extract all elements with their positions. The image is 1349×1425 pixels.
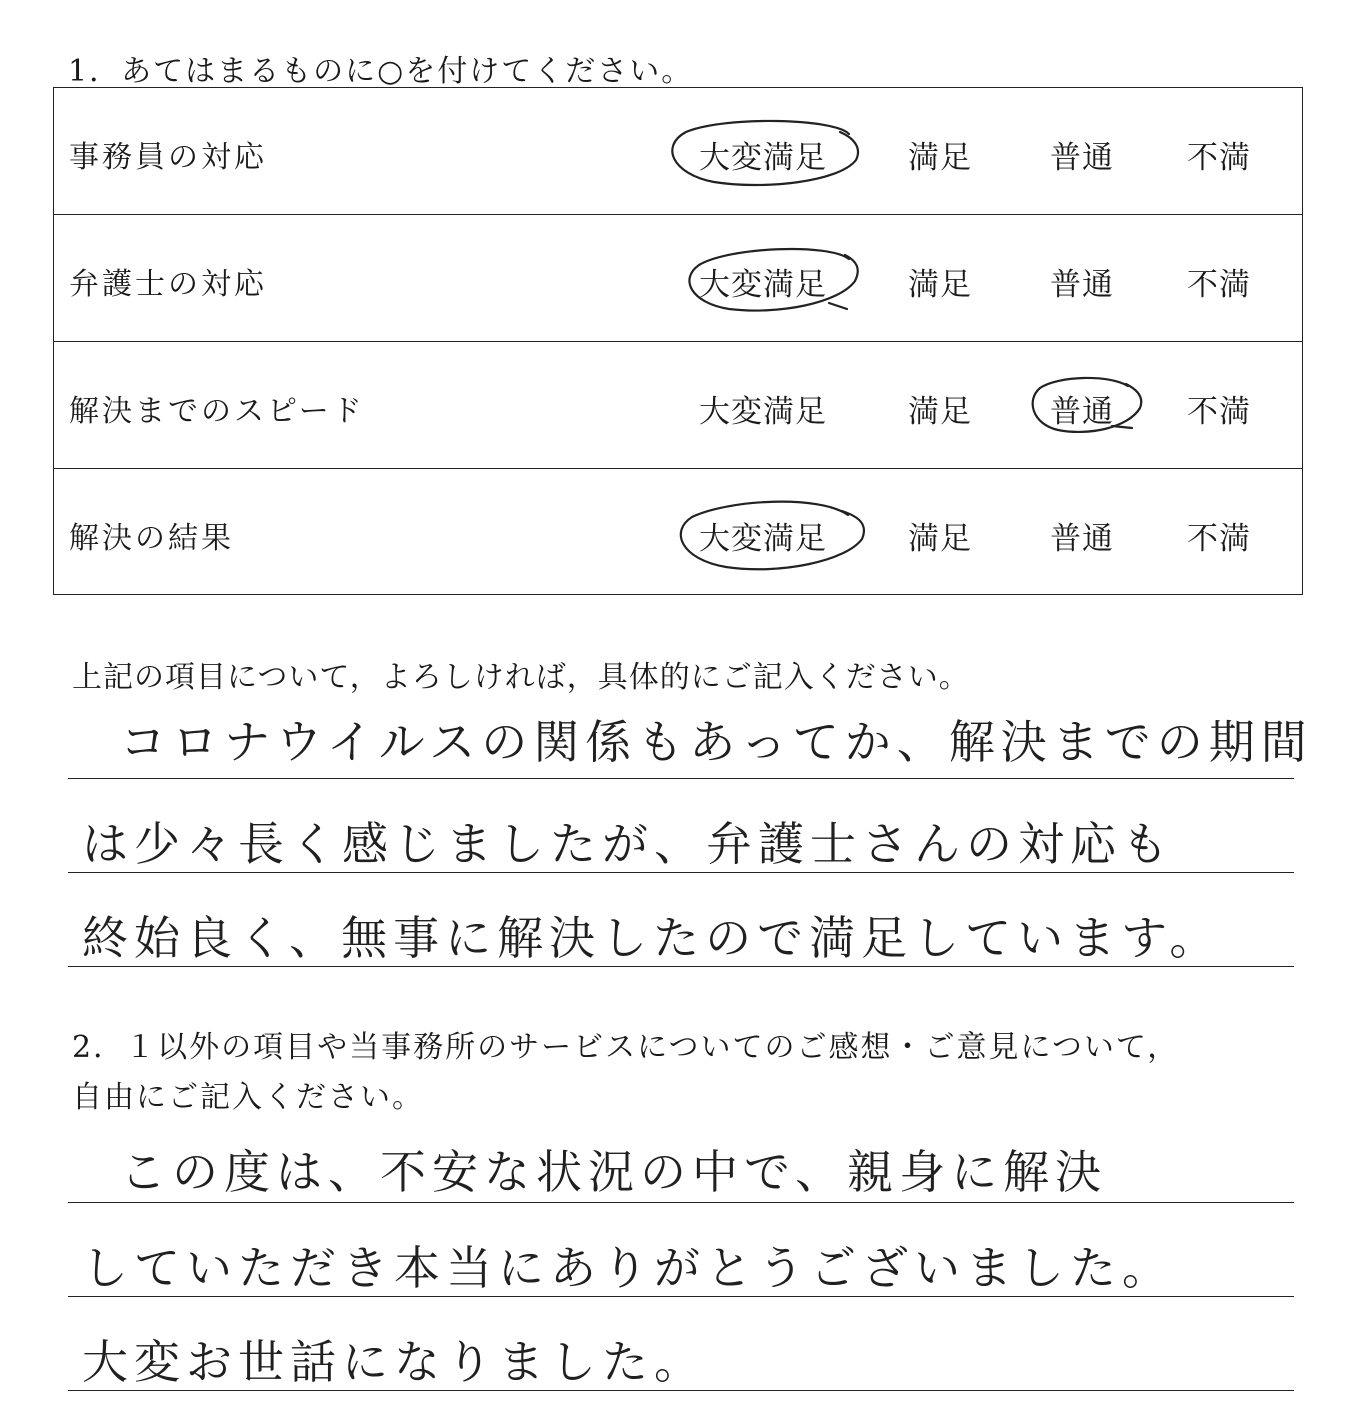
option-dissatisfied: 不満 (1187, 521, 1251, 557)
row-label: 弁護士の対応 (69, 267, 267, 302)
handwritten-comment-line: この度は、不安な状況の中で、親身に解決 (120, 1145, 1108, 1199)
option-average: 普通 (1050, 267, 1114, 303)
option-very-satisfied: 大変満足 (699, 394, 827, 430)
question-2-heading: 2．１以外の項目や当事務所のサービスについてのご感想・ご意見について， (72, 1030, 1180, 1065)
row-label: 解決までのスピード (69, 394, 365, 429)
option-satisfied: 満足 (908, 394, 972, 430)
ruled-line (68, 1202, 1294, 1203)
rating-row-speed (54, 342, 1302, 469)
option-satisfied: 満足 (908, 140, 972, 176)
rating-row-staff (54, 88, 1302, 215)
ruled-line (68, 872, 1294, 873)
handwritten-comment-line: 大変お世話になりました。 (82, 1335, 706, 1389)
option-very-satisfied: 大変満足 (699, 521, 827, 557)
ruled-line (68, 778, 1294, 779)
row-label: 解決の結果 (69, 521, 234, 556)
rating-table (53, 87, 1303, 595)
comment-prompt: 上記の項目について，よろしければ，具体的にご記入ください。 (72, 660, 970, 695)
ruled-line (68, 1296, 1294, 1297)
option-average: 普通 (1050, 521, 1114, 557)
option-very-satisfied: 大変満足 (699, 140, 827, 176)
option-very-satisfied: 大変満足 (699, 267, 827, 303)
rating-row-result (54, 469, 1302, 596)
option-average: 普通 (1050, 394, 1114, 430)
ruled-line (68, 1390, 1294, 1391)
question-2-heading-continued: 自由にご記入ください。 (72, 1080, 424, 1115)
handwritten-comment-line: コロナウイルスの関係もあってか、解決までの期間 (120, 715, 1313, 769)
option-dissatisfied: 不満 (1187, 140, 1251, 176)
ruled-line (68, 966, 1294, 967)
option-satisfied: 満足 (908, 267, 972, 303)
option-dissatisfied: 不満 (1187, 394, 1251, 430)
question-1-heading: 1．あてはまるものに○を付けてください。 (68, 54, 694, 89)
option-satisfied: 満足 (908, 521, 972, 557)
option-average: 普通 (1050, 140, 1114, 176)
handwritten-comment-line: していただき本当にありがとうございました。 (82, 1241, 1174, 1295)
handwritten-comment-line: 終始良く、無事に解決したので満足しています。 (82, 911, 1222, 965)
option-dissatisfied: 不満 (1187, 267, 1251, 303)
handwritten-comment-line: は少々長く感じましたが、弁護士さんの対応も (82, 817, 1174, 871)
row-label: 事務員の対応 (69, 140, 267, 175)
rating-row-lawyer (54, 215, 1302, 342)
